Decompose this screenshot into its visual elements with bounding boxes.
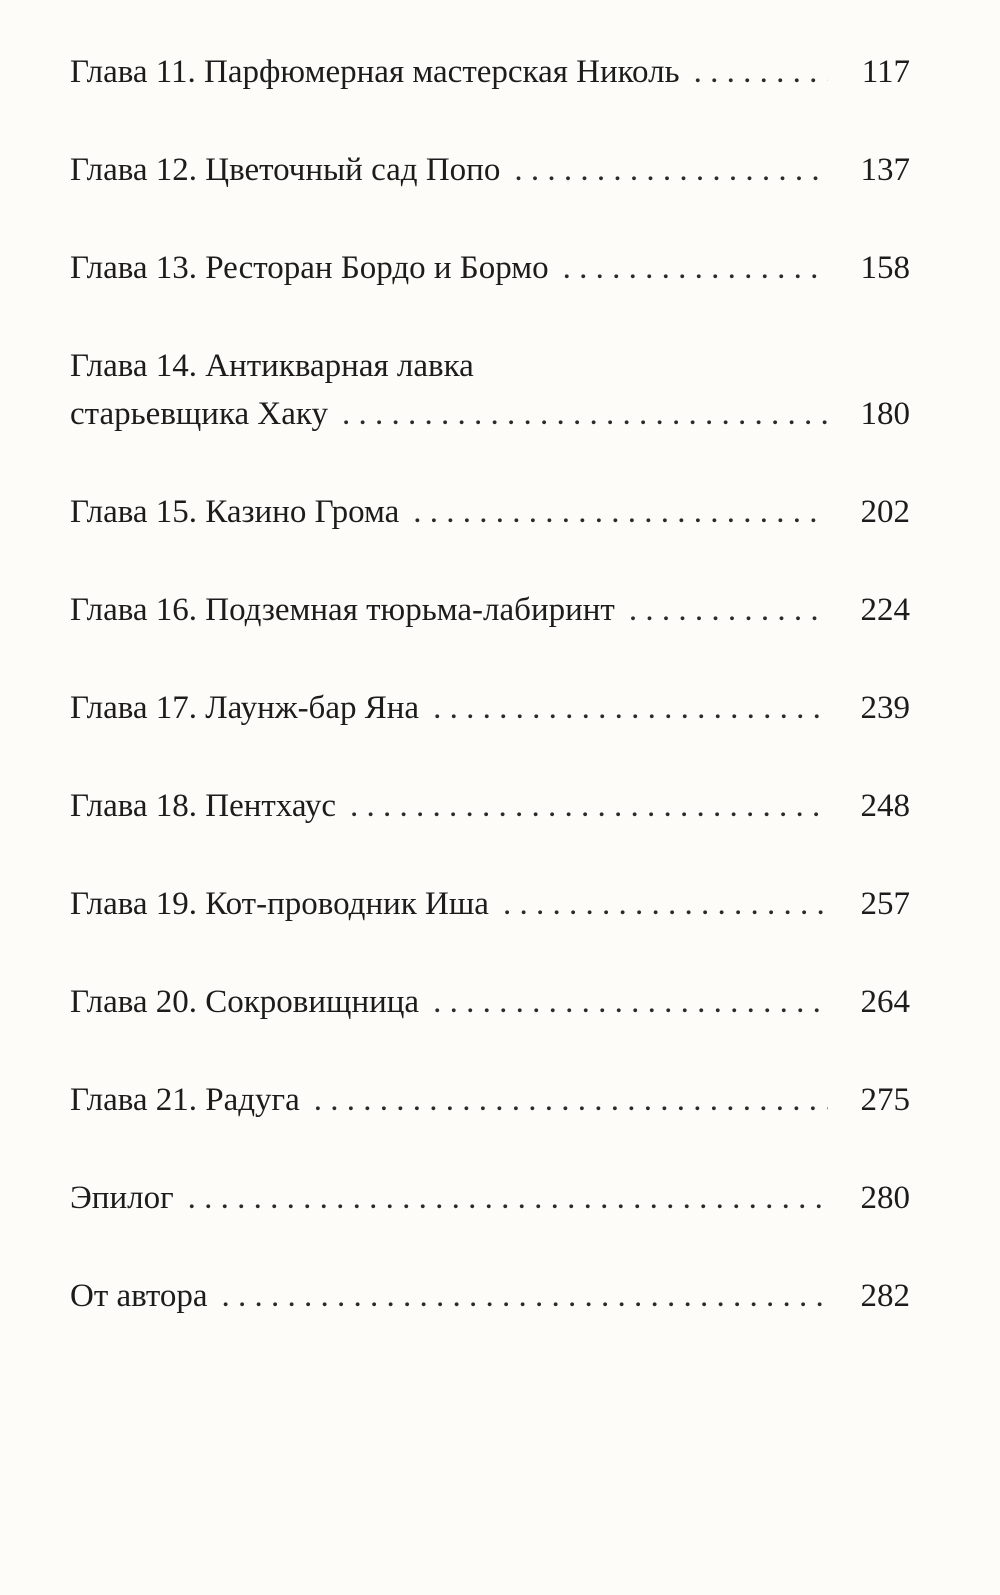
toc-entry-title: Глава 17. Лаунж-бар Яна <box>70 690 420 726</box>
toc-entry-chapter-13 <box>70 244 910 342</box>
dot-leader <box>222 1272 828 1320</box>
toc-entry-page-number: 137 <box>860 152 910 188</box>
toc-entry-page-number: 280 <box>860 1180 910 1216</box>
toc-entry-chapter-17 <box>70 684 910 782</box>
toc-entry-page-number: 264 <box>860 984 910 1020</box>
toc-entry-chapter-15 <box>70 488 910 586</box>
dot-leader <box>342 390 828 438</box>
toc-entry-chapter-11 <box>70 48 910 146</box>
toc-entry-chapter-20 <box>70 978 910 1076</box>
toc-entry-page-number: 282 <box>860 1278 910 1314</box>
toc-entry-page-number: 117 <box>861 54 910 90</box>
toc-entry-title: Глава 14. Антикварная лавка <box>70 348 474 384</box>
dot-leader <box>350 782 828 830</box>
toc-entry-title: От автора <box>70 1278 208 1314</box>
dot-leader <box>433 978 828 1026</box>
dot-leader <box>314 1076 828 1124</box>
dot-leader <box>433 684 828 732</box>
toc-entry-title: Глава 18. Пентхаус <box>70 788 336 824</box>
toc-entry-chapter-16 <box>70 586 910 684</box>
toc-entry-page-number: 248 <box>860 788 910 824</box>
dot-leader <box>413 488 828 536</box>
dot-leader <box>694 48 828 96</box>
toc-entry-epilogue <box>70 1174 910 1272</box>
toc-entry-page-number: 275 <box>860 1082 910 1118</box>
toc-entry-title: Глава 13. Ресторан Бордо и Бормо <box>70 250 549 286</box>
toc-entry-page-number: 257 <box>860 886 910 922</box>
toc-entry-title: Глава 15. Казино Грома <box>70 494 400 530</box>
toc-entry-page-number: 202 <box>860 494 910 530</box>
toc-entry-page-number: 180 <box>860 396 910 432</box>
toc-entry-page-number: 224 <box>860 592 910 628</box>
toc-entry-chapter-19 <box>70 880 910 978</box>
toc-entry-chapter-18 <box>70 782 910 880</box>
toc-entry-page-number: 158 <box>860 250 910 286</box>
dot-leader <box>188 1174 828 1222</box>
dot-leader <box>629 586 828 634</box>
toc-entry-page-number: 239 <box>860 690 910 726</box>
toc-entry-title: Эпилог <box>70 1180 174 1216</box>
toc-entry-title: Глава 20. Сокровищница <box>70 984 420 1020</box>
toc-entry-title-continuation: старьевщика Хаку <box>70 396 328 432</box>
table-of-contents <box>70 48 910 1370</box>
dot-leader <box>563 244 828 292</box>
toc-entry-title: Глава 11. Парфюмерная мастерская Николь <box>70 54 680 90</box>
toc-entry-chapter-14 <box>70 342 910 488</box>
dot-leader <box>514 146 828 194</box>
toc-entry-title: Глава 21. Радуга <box>70 1082 300 1118</box>
toc-entry-title: Глава 19. Кот-проводник Иша <box>70 886 489 922</box>
toc-entry-from-author <box>70 1272 910 1370</box>
toc-entry-title: Глава 12. Цветочный сад Попо <box>70 152 501 188</box>
dot-leader <box>503 880 828 928</box>
toc-entry-chapter-12 <box>70 146 910 244</box>
toc-entry-chapter-21 <box>70 1076 910 1174</box>
toc-entry-title: Глава 16. Подземная тюрьма-лабиринт <box>70 592 615 628</box>
